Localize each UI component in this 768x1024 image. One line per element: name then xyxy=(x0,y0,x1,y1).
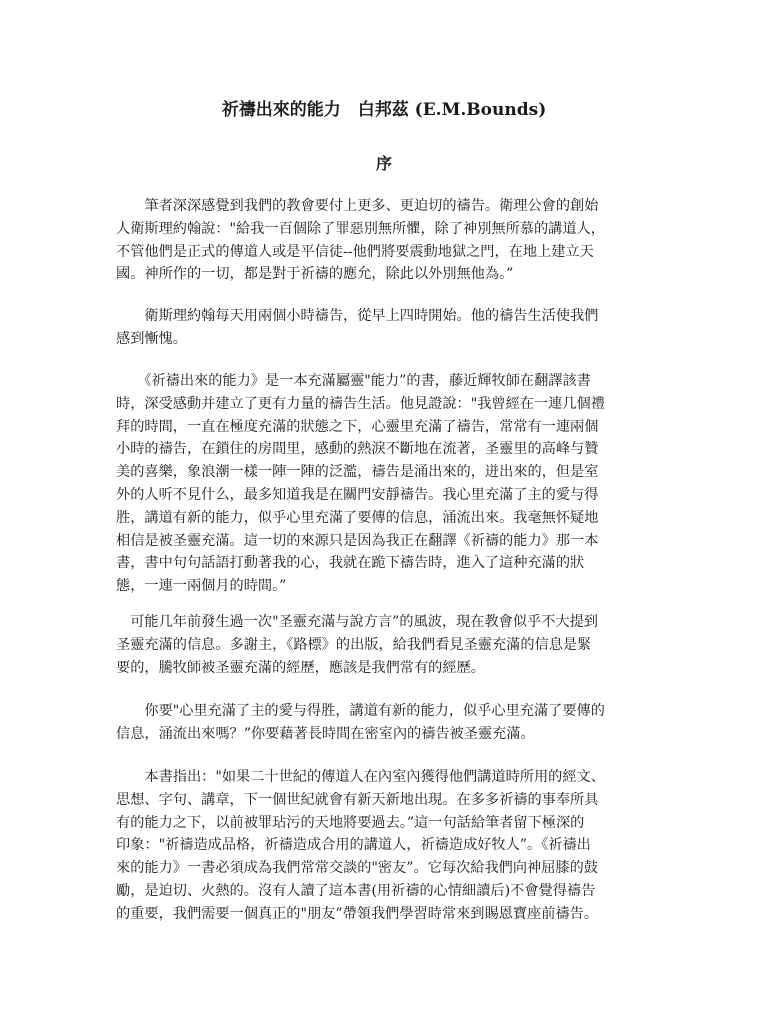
text-line: 態，一連一兩個月的時間。” xyxy=(116,578,287,595)
text-line: 時，深受感動并建立了更有力量的禱告生活。他見證說："我曾經在一連几個禮 xyxy=(116,395,605,412)
text-line: 國。神所作的一切，都是對于祈禱的應允，除此以外別無他為。” xyxy=(116,266,514,283)
text-line: 相信是被圣靈充滿。這一切的來源只是因為我正在翻譯《祈禱的能力》那一本 xyxy=(116,532,599,549)
text-line: 本書指出："如果二十世紀的傳道人在內室內獲得他們講道時所用的經文、 xyxy=(116,769,605,785)
section-heading: 序 xyxy=(375,154,392,173)
paragraph-6 xyxy=(116,766,656,926)
text-line: 小時的禱告，在鎖住的房間里，感動的熱淚不斷地在流著，圣靈里的高峰与贊 xyxy=(116,441,599,458)
paragraph-4 xyxy=(116,611,656,679)
text-line: 有的能力之下，以前被罪玷污的天地將要過去。”這一句話給筆者留下極深的 xyxy=(116,814,585,831)
text-line: 可能几年前發生過一次"圣靈充滿与說方言”的風波，現在教會似乎不大提到 xyxy=(116,614,598,630)
text-line: 不管他們是正式的傳道人或是平信徒--他們將要震動地獄之門，在地上建立天 xyxy=(116,243,594,260)
paragraph-2 xyxy=(116,305,656,351)
text-line: 衛斯理約翰每天用兩個小時禱告，從早上四時開始。他的禱告生活使我們 xyxy=(116,308,599,324)
document-title: 祈禱出來的能力 白邦茲 (E.M.Bounds) xyxy=(221,100,547,120)
text-line: 圣靈充滿的信息。多謝主，《路標》的出版，給我們看見圣靈充滿的信息是緊 xyxy=(116,636,592,653)
text-line: 思想、字句、講章，下一個世紀就會有新天新地出現。在多多祈禱的事奉所具 xyxy=(116,791,599,808)
text-line: 《祈禱出來的能力》是一本充滿屬靈"能力”的書，藤近輝牧師在翻譯該書 xyxy=(116,373,591,389)
text-line: 印象："祈禱造成品格，祈禱造成合用的講道人，祈禱造成好牧人”。《祈禱出 xyxy=(116,837,591,854)
text-line: 感到慚愧。 xyxy=(116,330,187,347)
text-line: 勵，是迫切、火熱的。沒有人讀了這本書(用祈禱的心情細讀后)不會覺得禱告 xyxy=(116,882,596,899)
text-line: 的重要，我們需要一個真正的"朋友”帶領我們學習時常來到賜恩寶座前禱告。 xyxy=(116,905,598,922)
text-line: 筆者深深感覺到我們的教會要付上更多、更迫切的禱告。衛理公會的創始 xyxy=(116,198,599,214)
text-line: 信息，涌流出來嗎？”你要藉著長時間在密室內的禱告被圣靈充滿。 xyxy=(116,725,535,742)
paragraph-3 xyxy=(116,370,656,598)
text-line: 外的人听不見什么，最多知道我是在關門安靜禱告。我心里充滿了主的愛与得 xyxy=(116,486,599,503)
paragraph-1 xyxy=(116,195,656,286)
paragraph-5 xyxy=(116,700,656,746)
text-line: 拜的時間，一直在極度充滿的狀態之下，心靈里充滿了禱告，常常有一連兩個 xyxy=(116,418,599,435)
text-line: 書，書中句句話語打動著我的心，我就在跪下禱告時，進入了這种充滿的狀 xyxy=(116,555,585,572)
text-line: 你要"心里充滿了主的愛与得胜，講道有新的能力，似乎心里充滿了要傳的 xyxy=(116,703,605,719)
text-line: 胜，講道有新的能力，似乎心里充滿了要傳的信息，涌流出來。我毫無怀疑地 xyxy=(116,509,599,526)
text-line: 美的喜樂，象浪潮一樣一陣一陣的泛濫，禱告是涌出來的，迸出來的，但是室 xyxy=(116,464,599,481)
text-line: 來的能力》一書必須成為我們常常交談的"密友”。它每次給我們向神屈膝的鼓 xyxy=(116,860,598,877)
text-line: 要的，騰牧師被圣靈充滿的經歷，應該是我們常有的經歷。 xyxy=(116,659,485,676)
text-line: 人衛斯理約翰說："給我一百個除了罪惡別無所懼，除了神別無所慕的講道人， xyxy=(116,220,605,237)
